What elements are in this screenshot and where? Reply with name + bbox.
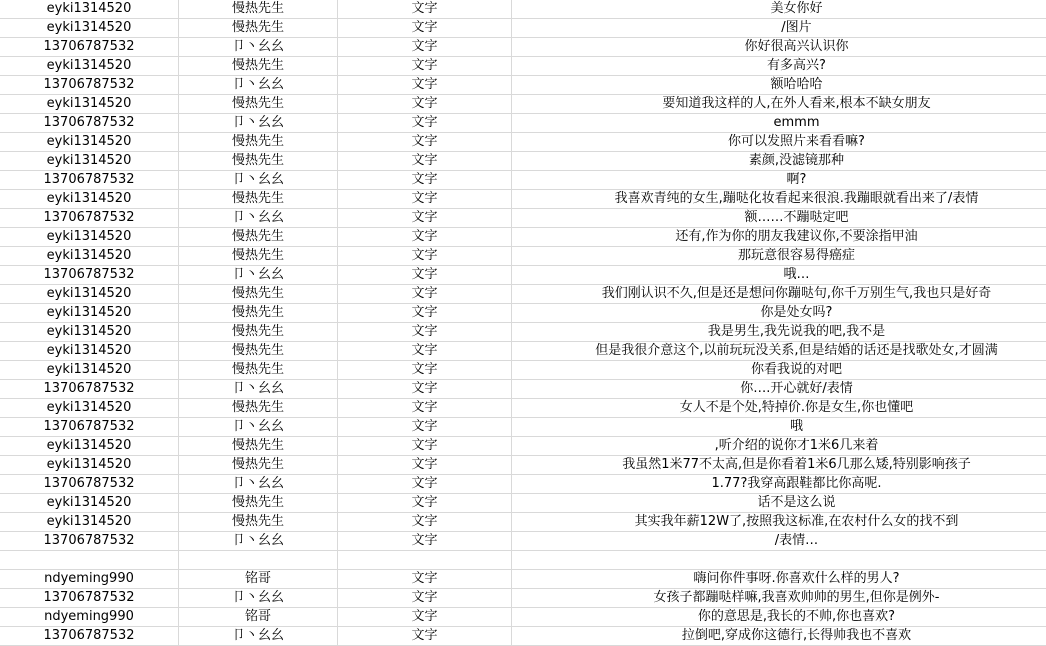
cell-account[interactable]: ndyeming990 xyxy=(0,608,179,627)
cell-account[interactable] xyxy=(0,551,179,570)
cell-nickname[interactable]: 慢热先生 xyxy=(179,19,338,38)
cell-nickname[interactable]: 慢热先生 xyxy=(179,323,338,342)
cell-message[interactable]: 你看我说的对吧 xyxy=(512,361,1046,380)
cell-type[interactable]: 文字 xyxy=(338,399,512,418)
cell-nickname[interactable]: 卩丶幺幺 xyxy=(179,380,338,399)
cell-message[interactable]: 我是男生,我先说我的吧,我不是 xyxy=(512,323,1046,342)
cell-message[interactable]: /图片 xyxy=(512,19,1046,38)
cell-type[interactable]: 文字 xyxy=(338,475,512,494)
cell-account[interactable]: 13706787532 xyxy=(0,171,179,190)
cell-account[interactable]: ndyeming990 xyxy=(0,570,179,589)
table-row xyxy=(0,361,1046,380)
cell-nickname[interactable]: 慢热先生 xyxy=(179,456,338,475)
cell-type[interactable]: 文字 xyxy=(338,627,512,646)
cell-account[interactable]: eyki1314520 xyxy=(0,456,179,475)
cell-account[interactable]: eyki1314520 xyxy=(0,342,179,361)
table-row xyxy=(0,209,1046,228)
table-row xyxy=(0,95,1046,114)
cell-account[interactable]: eyki1314520 xyxy=(0,152,179,171)
cell-type[interactable]: 文字 xyxy=(338,190,512,209)
table-row xyxy=(0,380,1046,399)
cell-message[interactable]: 哦… xyxy=(512,266,1046,285)
cell-nickname[interactable]: 慢热先生 xyxy=(179,190,338,209)
cell-nickname[interactable]: 慢热先生 xyxy=(179,247,338,266)
cell-nickname[interactable]: 卩丶幺幺 xyxy=(179,114,338,133)
cell-account[interactable]: eyki1314520 xyxy=(0,437,179,456)
cell-nickname[interactable]: 慢热先生 xyxy=(179,133,338,152)
cell-nickname[interactable]: 慢热先生 xyxy=(179,304,338,323)
cell-type[interactable]: 文字 xyxy=(338,437,512,456)
table-row xyxy=(0,494,1046,513)
cell-type[interactable]: 文字 xyxy=(338,285,512,304)
cell-nickname[interactable]: 卩丶幺幺 xyxy=(179,418,338,437)
cell-account[interactable]: 13706787532 xyxy=(0,627,179,646)
cell-nickname[interactable]: 卩丶幺幺 xyxy=(179,209,338,228)
cell-nickname[interactable]: 卩丶幺幺 xyxy=(179,627,338,646)
cell-message[interactable]: 素颜,没滤镜那种 xyxy=(512,152,1046,171)
cell-message[interactable]: 我虽然1米77不太高,但是你看着1米6几那么矮,特别影响孩子 xyxy=(512,456,1046,475)
cell-type[interactable]: 文字 xyxy=(338,361,512,380)
cell-type[interactable]: 文字 xyxy=(338,133,512,152)
table-row xyxy=(0,38,1046,57)
cell-nickname[interactable]: 卩丶幺幺 xyxy=(179,76,338,95)
cell-nickname[interactable]: 慢热先生 xyxy=(179,342,338,361)
cell-type[interactable]: 文字 xyxy=(338,247,512,266)
cell-type[interactable]: 文字 xyxy=(338,114,512,133)
cell-nickname[interactable]: 慢热先生 xyxy=(179,494,338,513)
cell-nickname[interactable]: 卩丶幺幺 xyxy=(179,38,338,57)
cell-message[interactable]: 有多高兴? xyxy=(512,57,1046,76)
table-row xyxy=(0,152,1046,171)
cell-account[interactable]: eyki1314520 xyxy=(0,247,179,266)
cell-type[interactable]: 文字 xyxy=(338,513,512,532)
cell-account[interactable]: 13706787532 xyxy=(0,532,179,551)
cell-account[interactable]: 13706787532 xyxy=(0,589,179,608)
cell-message[interactable]: 但是我很介意这个,以前玩玩没关系,但是结婚的话还是找歌处女,才圆满 xyxy=(512,342,1046,361)
cell-type[interactable]: 文字 xyxy=(338,323,512,342)
cell-message[interactable]: 额……不蹦哒定吧 xyxy=(512,209,1046,228)
cell-type[interactable]: 文字 xyxy=(338,209,512,228)
cell-message[interactable]: 话不是这么说 xyxy=(512,494,1046,513)
cell-type[interactable]: 文字 xyxy=(338,76,512,95)
cell-message[interactable]: 我们刚认识不久,但是还是想问你蹦哒句,你千万别生气,我也只是好奇 xyxy=(512,285,1046,304)
table-row xyxy=(0,323,1046,342)
cell-nickname[interactable]: 铭哥 xyxy=(179,608,338,627)
cell-message[interactable]: 那玩意很容易得癌症 xyxy=(512,247,1046,266)
table-row xyxy=(0,247,1046,266)
table-row xyxy=(0,475,1046,494)
cell-message[interactable]: 你的意思是,我长的不帅,你也喜欢? xyxy=(512,608,1046,627)
cell-nickname[interactable]: 卩丶幺幺 xyxy=(179,171,338,190)
cell-message[interactable]: 女人不是个处,特掉价.你是女生,你也懂吧 xyxy=(512,399,1046,418)
cell-type[interactable]: 文字 xyxy=(338,95,512,114)
table-row xyxy=(0,570,1046,589)
cell-account[interactable]: 13706787532 xyxy=(0,209,179,228)
table-row xyxy=(0,285,1046,304)
cell-message[interactable]: 你好很高兴认识你 xyxy=(512,38,1046,57)
table-row xyxy=(0,304,1046,323)
cell-account[interactable]: eyki1314520 xyxy=(0,285,179,304)
cell-account[interactable]: eyki1314520 xyxy=(0,361,179,380)
cell-nickname[interactable]: 卩丶幺幺 xyxy=(179,475,338,494)
cell-account[interactable]: eyki1314520 xyxy=(0,0,179,19)
cell-account[interactable]: 13706787532 xyxy=(0,76,179,95)
cell-type[interactable]: 文字 xyxy=(338,38,512,57)
cell-type[interactable]: 文字 xyxy=(338,228,512,247)
table-row xyxy=(0,114,1046,133)
cell-type[interactable]: 文字 xyxy=(338,304,512,323)
cell-message[interactable]: 额哈哈哈 xyxy=(512,76,1046,95)
cell-type[interactable]: 文字 xyxy=(338,171,512,190)
table-row xyxy=(0,627,1046,646)
cell-message[interactable]: 你可以发照片来看看嘛? xyxy=(512,133,1046,152)
cell-type[interactable]: 文字 xyxy=(338,266,512,285)
cell-account[interactable]: eyki1314520 xyxy=(0,57,179,76)
cell-message[interactable]: 你是处女吗? xyxy=(512,304,1046,323)
cell-message[interactable]: 女孩子都蹦哒样嘛,我喜欢帅帅的男生,但你是例外- xyxy=(512,589,1046,608)
cell-type[interactable]: 文字 xyxy=(338,494,512,513)
cell-nickname[interactable]: 慢热先生 xyxy=(179,361,338,380)
table-row xyxy=(0,513,1046,532)
cell-type[interactable]: 文字 xyxy=(338,380,512,399)
cell-type[interactable]: 文字 xyxy=(338,152,512,171)
cell-account[interactable]: eyki1314520 xyxy=(0,494,179,513)
cell-account[interactable]: 13706787532 xyxy=(0,38,179,57)
cell-message[interactable] xyxy=(512,551,1046,570)
cell-message[interactable]: /表情… xyxy=(512,532,1046,551)
cell-type[interactable]: 文字 xyxy=(338,456,512,475)
cell-account[interactable]: eyki1314520 xyxy=(0,190,179,209)
cell-account[interactable]: eyki1314520 xyxy=(0,513,179,532)
table-row xyxy=(0,190,1046,209)
cell-type[interactable]: 文字 xyxy=(338,342,512,361)
cell-nickname[interactable]: 慢热先生 xyxy=(179,437,338,456)
cell-account[interactable]: eyki1314520 xyxy=(0,323,179,342)
cell-account[interactable]: 13706787532 xyxy=(0,380,179,399)
cell-message[interactable]: 你….开心就好/表情 xyxy=(512,380,1046,399)
cell-message[interactable]: 拉倒吧,穿成你这德行,长得帅我也不喜欢 xyxy=(512,627,1046,646)
table-row xyxy=(0,228,1046,247)
cell-nickname[interactable]: 卩丶幺幺 xyxy=(179,532,338,551)
table-row xyxy=(0,608,1046,627)
cell-account[interactable]: 13706787532 xyxy=(0,475,179,494)
cell-nickname[interactable]: 卩丶幺幺 xyxy=(179,589,338,608)
table-row xyxy=(0,399,1046,418)
table-row xyxy=(0,19,1046,38)
table-row xyxy=(0,456,1046,475)
cell-message[interactable]: 啊? xyxy=(512,171,1046,190)
cell-message[interactable]: 其实我年薪12W了,按照我这标准,在农村什么女的找不到 xyxy=(512,513,1046,532)
table-row xyxy=(0,266,1046,285)
cell-nickname[interactable]: 慢热先生 xyxy=(179,0,338,19)
table-row xyxy=(0,171,1046,190)
cell-type[interactable]: 文字 xyxy=(338,19,512,38)
cell-type[interactable] xyxy=(338,551,512,570)
cell-nickname[interactable]: 铭哥 xyxy=(179,570,338,589)
cell-type[interactable]: 文字 xyxy=(338,418,512,437)
table-row xyxy=(0,57,1046,76)
table-row xyxy=(0,133,1046,152)
table-row xyxy=(0,342,1046,361)
cell-message[interactable]: 哦 xyxy=(512,418,1046,437)
cell-account[interactable]: eyki1314520 xyxy=(0,304,179,323)
cell-nickname[interactable]: 慢热先生 xyxy=(179,57,338,76)
cell-account[interactable]: eyki1314520 xyxy=(0,133,179,152)
cell-account[interactable]: 13706787532 xyxy=(0,114,179,133)
table-row xyxy=(0,532,1046,551)
cell-type[interactable]: 文字 xyxy=(338,57,512,76)
cell-type[interactable]: 文字 xyxy=(338,589,512,608)
cell-account[interactable]: 13706787532 xyxy=(0,418,179,437)
cell-account[interactable]: eyki1314520 xyxy=(0,95,179,114)
cell-nickname[interactable]: 慢热先生 xyxy=(179,95,338,114)
table-row-blank xyxy=(0,551,1046,570)
cell-message[interactable]: 还有,作为你的朋友我建议你,不要涂指甲油 xyxy=(512,228,1046,247)
cell-type[interactable]: 文字 xyxy=(338,608,512,627)
cell-nickname[interactable] xyxy=(179,551,338,570)
cell-message[interactable]: 嗨问你件事呀.你喜欢什么样的男人? xyxy=(512,570,1046,589)
table-row xyxy=(0,589,1046,608)
cell-message[interactable]: emmm xyxy=(512,114,1046,133)
cell-nickname[interactable]: 慢热先生 xyxy=(179,513,338,532)
cell-message[interactable]: ,听介绍的说你才1米6几来着 xyxy=(512,437,1046,456)
cell-account[interactable]: eyki1314520 xyxy=(0,399,179,418)
cell-account[interactable]: eyki1314520 xyxy=(0,19,179,38)
cell-type[interactable]: 文字 xyxy=(338,532,512,551)
cell-account[interactable]: eyki1314520 xyxy=(0,228,179,247)
cell-nickname[interactable]: 慢热先生 xyxy=(179,285,338,304)
cell-account[interactable]: 13706787532 xyxy=(0,266,179,285)
cell-message[interactable]: 美女你好 xyxy=(512,0,1046,19)
cell-nickname[interactable]: 慢热先生 xyxy=(179,228,338,247)
cell-type[interactable]: 文字 xyxy=(338,0,512,19)
table-row xyxy=(0,418,1046,437)
cell-type[interactable]: 文字 xyxy=(338,570,512,589)
table-row xyxy=(0,0,1046,19)
cell-nickname[interactable]: 慢热先生 xyxy=(179,399,338,418)
table-row xyxy=(0,437,1046,456)
table-row xyxy=(0,76,1046,95)
cell-message[interactable]: 我喜欢青纯的女生,蹦哒化妆看起来很浪.我蹦眼就看出来了/表情 xyxy=(512,190,1046,209)
cell-message[interactable]: 1.77?我穿高跟鞋都比你高呢. xyxy=(512,475,1046,494)
cell-message[interactable]: 要知道我这样的人,在外人看来,根本不缺女朋友 xyxy=(512,95,1046,114)
cell-nickname[interactable]: 慢热先生 xyxy=(179,152,338,171)
cell-nickname[interactable]: 卩丶幺幺 xyxy=(179,266,338,285)
